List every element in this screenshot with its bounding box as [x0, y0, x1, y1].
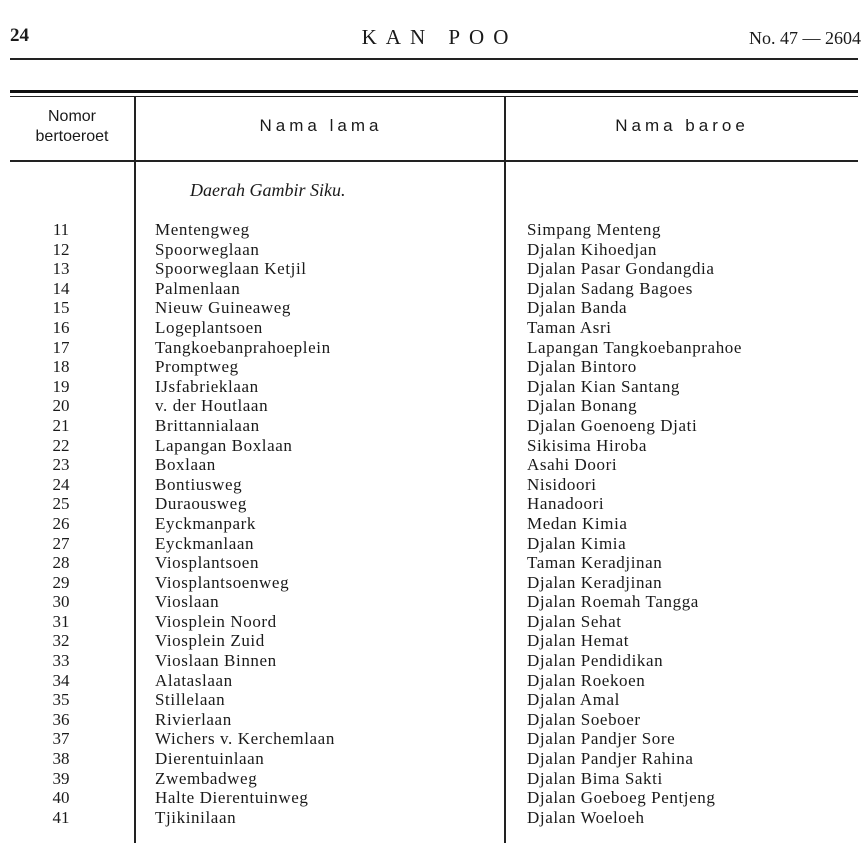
- table-row: [0, 534, 867, 554]
- table-row: [0, 338, 867, 358]
- new-street-name: Medan Kimia: [527, 513, 628, 533]
- new-street-name: Djalan Kimia: [527, 533, 627, 553]
- row-number: 39: [52, 768, 70, 788]
- new-street-name: Djalan Goeboeg Pentjeng: [527, 788, 716, 808]
- new-street-name: Djalan Goenoeng Djati: [527, 415, 698, 435]
- new-street-name: Djalan Sehat: [527, 611, 622, 631]
- new-street-name: Asahi Doori: [527, 455, 618, 475]
- row-number: 26: [52, 513, 70, 533]
- old-street-name: Tjikinilaan: [155, 807, 237, 827]
- table-row: [0, 318, 867, 338]
- table-row: [0, 788, 867, 808]
- row-number: 14: [52, 278, 70, 298]
- table-row: [0, 592, 867, 612]
- new-street-name: Djalan Bintoro: [527, 357, 637, 377]
- row-number: 30: [52, 592, 70, 612]
- new-street-name: Taman Asri: [527, 317, 612, 337]
- table-row: [0, 455, 867, 475]
- old-street-name: Halte Dierentuinweg: [155, 788, 309, 808]
- old-street-name: v. der Houtlaan: [155, 396, 269, 416]
- new-street-name: Djalan Pendidikan: [527, 651, 664, 671]
- row-number: 33: [52, 651, 70, 671]
- table-row: [0, 612, 867, 632]
- row-number: 36: [52, 709, 70, 729]
- old-street-name: IJsfabrieklaan: [155, 376, 259, 396]
- table-row: [0, 553, 867, 573]
- new-street-name: Djalan Woeloeh: [527, 807, 645, 827]
- table-row: [0, 416, 867, 436]
- row-number: 22: [52, 435, 70, 455]
- issue-number: No. 47 — 2604: [749, 28, 861, 48]
- column-header-nomor-line2: bertoeroet: [35, 128, 109, 145]
- table-row: [0, 710, 867, 730]
- row-number: 19: [52, 376, 70, 396]
- new-street-name: Djalan Kian Santang: [527, 376, 681, 396]
- old-street-name: Lapangan Boxlaan: [155, 435, 293, 455]
- old-street-name: Eyckmanlaan: [155, 533, 255, 553]
- old-street-name: Rivierlaan: [155, 709, 232, 729]
- row-number: 24: [52, 474, 70, 494]
- table-row: [0, 279, 867, 299]
- table-row: [0, 220, 867, 240]
- table-top-rule-inner: [10, 96, 858, 97]
- old-street-name: Logeplantsoen: [155, 317, 263, 337]
- row-number: 25: [52, 494, 70, 514]
- old-street-name: Vioslaan: [155, 592, 220, 612]
- table-row: [0, 514, 867, 534]
- new-street-name: Djalan Amal: [527, 690, 620, 710]
- row-number: 21: [52, 415, 70, 435]
- row-number: 34: [52, 670, 70, 690]
- old-street-name: Vioslaan Binnen: [155, 651, 277, 671]
- old-street-name: Mentengweg: [155, 220, 250, 239]
- table-row: [0, 357, 867, 377]
- new-street-name: Djalan Pasar Gondangdia: [527, 259, 715, 279]
- row-number: 23: [52, 455, 70, 475]
- table-row: [0, 377, 867, 397]
- new-street-name: Djalan Soeboer: [527, 709, 641, 729]
- table-row: [0, 749, 867, 769]
- row-number: 37: [52, 729, 70, 749]
- row-number: 31: [52, 611, 70, 631]
- new-street-name: Lapangan Tangkoebanprahoe: [527, 337, 743, 357]
- new-street-name: Djalan Banda: [527, 298, 628, 318]
- row-number: 41: [52, 807, 70, 827]
- row-number: 28: [52, 553, 70, 573]
- old-street-name: Duraousweg: [155, 494, 247, 514]
- old-street-name: Viosplantsoenweg: [155, 572, 290, 592]
- table-row: [0, 769, 867, 789]
- row-number: 35: [52, 690, 70, 710]
- row-number: 15: [52, 298, 70, 318]
- table-row: [0, 494, 867, 514]
- old-street-name: Stillelaan: [155, 690, 226, 710]
- table-row: [0, 436, 867, 456]
- old-street-name: Bontiusweg: [155, 474, 243, 494]
- row-number: 29: [52, 572, 70, 592]
- new-street-name: Djalan Sadang Bagoes: [527, 278, 693, 298]
- old-street-name: Wichers v. Kerchemlaan: [155, 729, 335, 749]
- new-street-name: Djalan Hemat: [527, 631, 630, 651]
- row-number: 18: [52, 357, 70, 377]
- row-number: 20: [52, 396, 70, 416]
- old-street-name: Zwembadweg: [155, 768, 258, 788]
- table-row: [0, 240, 867, 260]
- old-street-name: Alataslaan: [155, 670, 233, 690]
- new-street-name: Djalan Pandjer Sore: [527, 729, 676, 749]
- old-street-name: Spoorweglaan Ketjil: [155, 259, 307, 279]
- old-street-name: Viosplein Noord: [155, 611, 277, 631]
- old-street-name: Palmenlaan: [155, 278, 241, 298]
- table-row: [0, 475, 867, 495]
- page-number: 24: [10, 25, 29, 46]
- new-street-name: Djalan Pandjer Rahina: [527, 749, 694, 769]
- district-heading: Daerah Gambir Siku.: [190, 180, 346, 200]
- old-street-name: Promptweg: [155, 357, 239, 377]
- new-street-name: Djalan Kihoedjan: [527, 239, 657, 259]
- new-street-name: Sikisima Hiroba: [527, 435, 647, 455]
- old-street-name: Spoorweglaan: [155, 239, 260, 259]
- new-street-name: Nisidoori: [527, 474, 597, 494]
- new-street-name: Hanadoori: [527, 494, 605, 514]
- row-number: 40: [52, 788, 70, 808]
- row-number: 17: [52, 337, 70, 357]
- row-number: 11: [52, 220, 70, 239]
- row-number: 12: [52, 239, 70, 259]
- old-street-name: Boxlaan: [155, 455, 216, 475]
- new-street-name: Simpang Menteng: [527, 220, 662, 239]
- column-header-nama-baroe: Nama baroe: [615, 116, 749, 135]
- table-header-rule: [10, 160, 858, 162]
- table-top-rule: [10, 90, 858, 93]
- old-street-name: Tangkoebanprahoeplein: [155, 337, 331, 357]
- table-row: [0, 298, 867, 318]
- table-row: [0, 690, 867, 710]
- table-row: [0, 573, 867, 593]
- row-number: 27: [52, 533, 70, 553]
- new-street-name: Taman Keradjinan: [527, 553, 663, 573]
- old-street-name: Viosplein Zuid: [155, 631, 265, 651]
- new-street-name: Djalan Roemah Tangga: [527, 592, 699, 612]
- old-street-name: Eyckmanpark: [155, 513, 257, 533]
- table-row: [0, 631, 867, 651]
- old-street-name: Viosplantsoen: [155, 553, 260, 573]
- new-street-name: Djalan Bima Sakti: [527, 768, 663, 788]
- table-row: [0, 651, 867, 671]
- column-header-nomor: [18, 107, 126, 147]
- table-row: [0, 259, 867, 279]
- column-header-nama-lama: Nama lama: [259, 116, 383, 135]
- old-street-name: Dierentuinlaan: [155, 749, 265, 769]
- row-number: 16: [52, 317, 70, 337]
- new-street-name: Djalan Bonang: [527, 396, 638, 416]
- old-street-name: Brittannialaan: [155, 415, 260, 435]
- new-street-name: Djalan Keradjinan: [527, 572, 663, 592]
- row-number: 32: [52, 631, 70, 651]
- table-row: [0, 808, 867, 828]
- table-row: [0, 729, 867, 749]
- new-street-name: Djalan Roekoen: [527, 670, 646, 690]
- publication-title: KAN POO: [361, 25, 518, 49]
- column-header-nomor-line1: Nomor: [47, 108, 96, 125]
- old-street-name: Nieuw Guineaweg: [155, 298, 291, 318]
- row-number: 13: [52, 259, 70, 279]
- table-row: [0, 671, 867, 691]
- row-number: 38: [52, 749, 70, 769]
- table-row: [0, 396, 867, 416]
- header-rule: [10, 58, 858, 60]
- street-name-table: [0, 220, 867, 827]
